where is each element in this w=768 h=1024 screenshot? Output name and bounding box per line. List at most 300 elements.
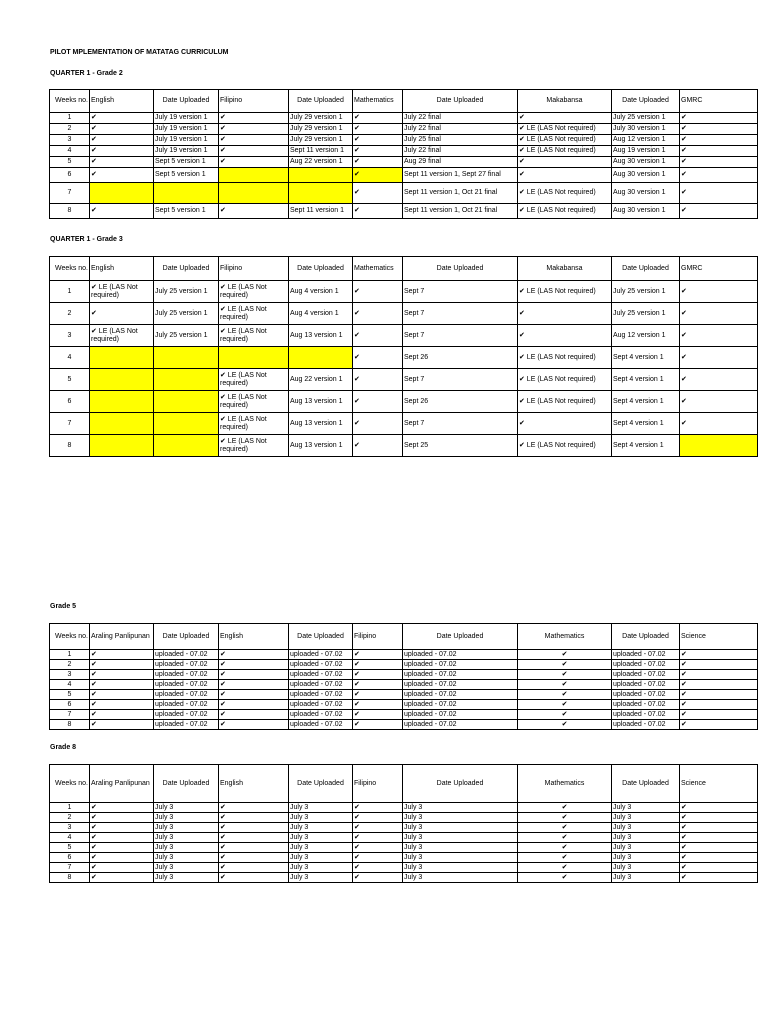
table-cell: ✔ xyxy=(518,680,612,690)
table-cell: ✔ LE (LAS Not required) xyxy=(518,124,612,135)
column-header: Mathematics xyxy=(353,257,403,281)
table-cell: July 3 xyxy=(289,863,353,873)
table-cell: Sept 11 version 1 xyxy=(289,146,353,157)
table-cell: July 19 version 1 xyxy=(154,113,219,124)
table-cell: 4 xyxy=(50,347,90,369)
table-row xyxy=(50,347,758,369)
table-cell: ✔ xyxy=(680,873,758,883)
table-cell: 8 xyxy=(50,873,90,883)
table-cell: Aug 30 version 1 xyxy=(612,183,680,204)
table-cell: ✔ xyxy=(219,813,289,823)
table-cell: uploaded - 07.02 xyxy=(154,690,219,700)
table-cell: ✔ xyxy=(353,168,403,183)
table-cell: Sept 7 xyxy=(403,281,518,303)
table-cell: ✔ xyxy=(353,813,403,823)
table-cell: ✔ xyxy=(219,873,289,883)
table-cell: ✔ xyxy=(353,303,403,325)
table-cell: ✔ xyxy=(518,690,612,700)
upload-table xyxy=(49,623,758,730)
table-row xyxy=(50,135,758,146)
table-row xyxy=(50,853,758,863)
table-cell: ✔ xyxy=(353,710,403,720)
table-cell: ✔ xyxy=(353,873,403,883)
table-cell: July 25 final xyxy=(403,135,518,146)
table-cell: ✔ xyxy=(518,803,612,813)
column-header: Date Uploaded xyxy=(289,624,353,650)
table-cell: ✔ xyxy=(680,157,758,168)
table-cell: 7 xyxy=(50,710,90,720)
table-cell: uploaded - 07.02 xyxy=(289,710,353,720)
table-cell: ✔ xyxy=(518,113,612,124)
table-cell: Aug 22 version 1 xyxy=(289,369,353,391)
table-cell: ✔ LE (LAS Not required) xyxy=(518,347,612,369)
table-cell: Sept 11 version 1, Oct 21 final xyxy=(403,204,518,219)
table-cell: ✔ xyxy=(680,281,758,303)
section-heading: QUARTER 1 - Grade 3 xyxy=(50,236,123,243)
column-header: Date Uploaded xyxy=(612,765,680,803)
table-row xyxy=(50,863,758,873)
table-cell: ✔ xyxy=(680,843,758,853)
table-row xyxy=(50,435,758,457)
table-cell: uploaded - 07.02 xyxy=(289,690,353,700)
table-cell: uploaded - 07.02 xyxy=(154,670,219,680)
upload-table xyxy=(49,256,758,457)
column-header: Makabansa xyxy=(518,90,612,113)
table-row xyxy=(50,670,758,680)
table-cell: ✔ xyxy=(219,720,289,730)
table-cell: ✔ xyxy=(680,347,758,369)
table-cell: 2 xyxy=(50,660,90,670)
table-cell: uploaded - 07.02 xyxy=(289,660,353,670)
table-cell: ✔ LE (LAS Not required) xyxy=(518,183,612,204)
table-cell: ✔ xyxy=(219,135,289,146)
table-cell: ✔ LE (LAS Not required) xyxy=(518,281,612,303)
column-header: English xyxy=(90,90,154,113)
table-cell: July 3 xyxy=(154,843,219,853)
table-cell: ✔ xyxy=(353,803,403,813)
table-cell: 4 xyxy=(50,680,90,690)
table-cell: ✔ LE (LAS Not required) xyxy=(219,391,289,413)
table-cell: 4 xyxy=(50,833,90,843)
table-cell: ✔ xyxy=(90,113,154,124)
table-cell: 8 xyxy=(50,204,90,219)
table-cell: ✔ xyxy=(219,700,289,710)
table-cell: July 3 xyxy=(612,823,680,833)
table-cell: 4 xyxy=(50,146,90,157)
table-cell: ✔ LE (LAS Not required) xyxy=(90,325,154,347)
table-cell: Sept 4 version 1 xyxy=(612,391,680,413)
table-cell: ✔ xyxy=(680,690,758,700)
table-cell: 2 xyxy=(50,124,90,135)
column-header: Date Uploaded xyxy=(289,90,353,113)
table-cell: July 3 xyxy=(403,803,518,813)
table-cell: ✔ xyxy=(90,700,154,710)
table-cell: ✔ xyxy=(219,146,289,157)
table-cell: July 19 version 1 xyxy=(154,124,219,135)
table-cell: Sept 26 xyxy=(403,391,518,413)
table-cell: Sept 7 xyxy=(403,303,518,325)
table-header-row xyxy=(50,257,758,281)
table-row xyxy=(50,204,758,219)
table-row xyxy=(50,660,758,670)
table-cell: uploaded - 07.02 xyxy=(289,650,353,660)
table-cell: ✔ xyxy=(353,670,403,680)
table-cell: uploaded - 07.02 xyxy=(403,650,518,660)
table-cell: July 3 xyxy=(289,833,353,843)
table-cell: uploaded - 07.02 xyxy=(612,690,680,700)
table-cell: Aug 22 version 1 xyxy=(289,157,353,168)
table-cell: ✔ xyxy=(353,146,403,157)
table-row xyxy=(50,325,758,347)
table-cell: Sept 26 xyxy=(403,347,518,369)
upload-table xyxy=(49,764,758,883)
table-cell: uploaded - 07.02 xyxy=(403,710,518,720)
table-cell: ✔ xyxy=(353,863,403,873)
table-cell: July 3 xyxy=(612,843,680,853)
table-cell: July 3 xyxy=(289,813,353,823)
table-cell: ✔ xyxy=(353,369,403,391)
table-cell: ✔ xyxy=(219,113,289,124)
table-row xyxy=(50,680,758,690)
section-heading: Grade 5 xyxy=(50,603,77,610)
table-cell: uploaded - 07.02 xyxy=(289,700,353,710)
table-row xyxy=(50,391,758,413)
table-cell: Sept 5 version 1 xyxy=(154,204,219,219)
table-cell: uploaded - 07.02 xyxy=(403,690,518,700)
table-cell: July 3 xyxy=(612,863,680,873)
column-header: Mathematics xyxy=(518,765,612,803)
table-cell: July 3 xyxy=(403,813,518,823)
column-header: English xyxy=(90,257,154,281)
table-cell: Sept 5 version 1 xyxy=(154,157,219,168)
table-cell: 1 xyxy=(50,113,90,124)
table-cell: ✔ LE (LAS Not required) xyxy=(518,204,612,219)
table-cell: ✔ LE (LAS Not required) xyxy=(219,281,289,303)
table-cell: Aug 29 final xyxy=(403,157,518,168)
table-cell: ✔ LE (LAS Not required) xyxy=(518,391,612,413)
table-cell: ✔ xyxy=(680,303,758,325)
table-cell xyxy=(289,168,353,183)
table-cell: ✔ xyxy=(353,413,403,435)
table-cell: ✔ xyxy=(353,843,403,853)
table-cell: July 25 version 1 xyxy=(154,325,219,347)
column-header: Date Uploaded xyxy=(154,90,219,113)
column-header: Filipino xyxy=(219,257,289,281)
table-cell: ✔ xyxy=(90,720,154,730)
column-header: Araling Panlipunan xyxy=(90,765,154,803)
table-row xyxy=(50,650,758,660)
table-cell xyxy=(154,347,219,369)
table-cell: ✔ xyxy=(90,813,154,823)
table-cell xyxy=(90,391,154,413)
column-header: Science xyxy=(680,624,758,650)
table-cell: 5 xyxy=(50,157,90,168)
table-cell: July 22 final xyxy=(403,113,518,124)
table-cell: July 3 xyxy=(154,813,219,823)
column-header: Date Uploaded xyxy=(612,90,680,113)
column-header: Makabansa xyxy=(518,257,612,281)
table-cell: ✔ xyxy=(680,680,758,690)
upload-table xyxy=(49,89,758,219)
table-cell: 5 xyxy=(50,843,90,853)
table-cell: ✔ xyxy=(518,843,612,853)
table-cell: July 3 xyxy=(612,853,680,863)
table-header-row xyxy=(50,90,758,113)
table-cell: 5 xyxy=(50,690,90,700)
table-row xyxy=(50,303,758,325)
column-header: Filipino xyxy=(353,765,403,803)
table-cell: ✔ xyxy=(680,135,758,146)
table-cell: Sept 7 xyxy=(403,413,518,435)
table-cell: ✔ LE (LAS Not required) xyxy=(90,281,154,303)
table-cell: July 3 xyxy=(403,833,518,843)
table-cell: ✔ xyxy=(219,157,289,168)
table-cell: uploaded - 07.02 xyxy=(403,720,518,730)
table-cell: ✔ xyxy=(90,660,154,670)
table-cell: ✔ xyxy=(90,833,154,843)
table-cell xyxy=(219,168,289,183)
table-cell: ✔ xyxy=(680,710,758,720)
column-header: Filipino xyxy=(353,624,403,650)
table-cell: ✔ xyxy=(518,168,612,183)
table-cell: ✔ LE (LAS Not required) xyxy=(518,435,612,457)
column-header: GMRC xyxy=(680,257,758,281)
table-cell: ✔ xyxy=(90,124,154,135)
table-cell: ✔ xyxy=(680,660,758,670)
table-cell: ✔ xyxy=(219,124,289,135)
column-header: Date Uploaded xyxy=(612,257,680,281)
column-header: Date Uploaded xyxy=(289,257,353,281)
table-cell: ✔ xyxy=(219,843,289,853)
column-header: Weeks no. xyxy=(50,624,90,650)
table-cell: ✔ xyxy=(680,124,758,135)
table-cell: July 3 xyxy=(289,843,353,853)
table-row xyxy=(50,281,758,303)
column-header: Weeks no. xyxy=(50,765,90,803)
table-cell: July 3 xyxy=(154,833,219,843)
table-cell: ✔ LE (LAS Not required) xyxy=(518,135,612,146)
table-cell: ✔ LE (LAS Not required) xyxy=(219,369,289,391)
column-header: Weeks no. xyxy=(50,90,90,113)
table-cell: ✔ xyxy=(680,369,758,391)
table-cell: July 3 xyxy=(612,833,680,843)
section-heading: QUARTER 1 - Grade 2 xyxy=(50,70,123,77)
table-cell xyxy=(90,435,154,457)
column-header: GMRC xyxy=(680,90,758,113)
table-row xyxy=(50,168,758,183)
table-row xyxy=(50,813,758,823)
table-cell: ✔ xyxy=(680,391,758,413)
table-cell: uploaded - 07.02 xyxy=(612,650,680,660)
table-cell: Aug 4 version 1 xyxy=(289,303,353,325)
table-cell: ✔ xyxy=(680,113,758,124)
table-row xyxy=(50,413,758,435)
table-cell: uploaded - 07.02 xyxy=(403,670,518,680)
table-cell: Aug 12 version 1 xyxy=(612,135,680,146)
table-cell: uploaded - 07.02 xyxy=(403,700,518,710)
table-cell: July 22 final xyxy=(403,146,518,157)
table-cell: July 3 xyxy=(612,873,680,883)
table-cell: 7 xyxy=(50,413,90,435)
table-cell: ✔ LE (LAS Not required) xyxy=(219,435,289,457)
table-cell: ✔ xyxy=(353,650,403,660)
column-header: Mathematics xyxy=(518,624,612,650)
table-cell: ✔ xyxy=(680,813,758,823)
table-cell: ✔ xyxy=(518,157,612,168)
table-row xyxy=(50,823,758,833)
table-row xyxy=(50,720,758,730)
table-cell: ✔ xyxy=(219,863,289,873)
table-cell: Aug 30 version 1 xyxy=(612,168,680,183)
table-cell: July 3 xyxy=(403,843,518,853)
table-cell: uploaded - 07.02 xyxy=(403,680,518,690)
table-cell: July 3 xyxy=(154,863,219,873)
table-row xyxy=(50,843,758,853)
table-row xyxy=(50,690,758,700)
table-cell: ✔ xyxy=(353,347,403,369)
table-row xyxy=(50,803,758,813)
table-cell: uploaded - 07.02 xyxy=(612,720,680,730)
column-header: English xyxy=(219,624,289,650)
table-cell: 6 xyxy=(50,853,90,863)
table-cell: ✔ xyxy=(353,183,403,204)
table-cell: 1 xyxy=(50,281,90,303)
table-cell: ✔ xyxy=(353,281,403,303)
table-cell: ✔ xyxy=(680,168,758,183)
table-cell: ✔ xyxy=(219,660,289,670)
table-cell: ✔ xyxy=(219,710,289,720)
table-cell: ✔ xyxy=(680,833,758,843)
table-cell: ✔ xyxy=(680,803,758,813)
table-cell: July 3 xyxy=(154,873,219,883)
table-cell: July 3 xyxy=(154,823,219,833)
table-cell: July 29 version 1 xyxy=(289,113,353,124)
column-header: Date Uploaded xyxy=(289,765,353,803)
table-cell: Sept 4 version 1 xyxy=(612,369,680,391)
column-header: Date Uploaded xyxy=(403,90,518,113)
table-cell: ✔ xyxy=(680,325,758,347)
table-cell: Aug 30 version 1 xyxy=(612,204,680,219)
table-cell: ✔ xyxy=(219,670,289,680)
table-cell: ✔ xyxy=(680,700,758,710)
table-cell: ✔ xyxy=(680,863,758,873)
table-cell xyxy=(154,435,219,457)
section-heading: Grade 8 xyxy=(50,744,77,751)
table-cell: 7 xyxy=(50,183,90,204)
table-cell: July 3 xyxy=(612,813,680,823)
table-cell: ✔ xyxy=(353,325,403,347)
table-cell: ✔ xyxy=(680,650,758,660)
table-cell: uploaded - 07.02 xyxy=(612,660,680,670)
table-cell: July 29 version 1 xyxy=(289,135,353,146)
table-cell: ✔ xyxy=(518,720,612,730)
column-header: Date Uploaded xyxy=(403,257,518,281)
column-header: Date Uploaded xyxy=(154,624,219,650)
table-cell: July 25 version 1 xyxy=(612,113,680,124)
table-cell: Sept 5 version 1 xyxy=(154,168,219,183)
table-row xyxy=(50,146,758,157)
table-cell: July 25 version 1 xyxy=(154,281,219,303)
table-cell: July 3 xyxy=(403,873,518,883)
table-cell: Sept 4 version 1 xyxy=(612,413,680,435)
table-cell: ✔ xyxy=(353,204,403,219)
column-header: Date Uploaded xyxy=(154,765,219,803)
table-cell: Aug 13 version 1 xyxy=(289,325,353,347)
table-cell: Aug 30 version 1 xyxy=(612,157,680,168)
table-cell: ✔ xyxy=(353,680,403,690)
table-cell: July 3 xyxy=(403,823,518,833)
table-cell: ✔ xyxy=(353,700,403,710)
table-cell: ✔ xyxy=(518,325,612,347)
table-cell: ✔ xyxy=(680,183,758,204)
table-cell: July 25 version 1 xyxy=(154,303,219,325)
table-cell xyxy=(289,347,353,369)
table-cell: Aug 13 version 1 xyxy=(289,413,353,435)
table-cell: ✔ xyxy=(353,823,403,833)
table-cell xyxy=(90,369,154,391)
table-cell: Sept 4 version 1 xyxy=(612,435,680,457)
table-cell: ✔ xyxy=(353,113,403,124)
table-cell: ✔ xyxy=(518,413,612,435)
table-cell: uploaded - 07.02 xyxy=(154,700,219,710)
table-row xyxy=(50,124,758,135)
table-cell: Sept 11 version 1, Oct 21 final xyxy=(403,183,518,204)
table-cell: ✔ xyxy=(90,135,154,146)
table-cell: 6 xyxy=(50,391,90,413)
table-cell xyxy=(90,413,154,435)
table-cell: uploaded - 07.02 xyxy=(289,680,353,690)
table-cell: ✔ xyxy=(353,135,403,146)
table-cell: ✔ xyxy=(518,710,612,720)
table-cell: ✔ xyxy=(518,873,612,883)
table-cell: Sept 11 version 1 xyxy=(289,204,353,219)
table-cell: July 3 xyxy=(289,803,353,813)
table-cell: uploaded - 07.02 xyxy=(289,670,353,680)
column-header: Date Uploaded xyxy=(403,624,518,650)
column-header: Araling Panlipunan xyxy=(90,624,154,650)
table-cell: uploaded - 07.02 xyxy=(154,710,219,720)
column-header: Date Uploaded xyxy=(612,624,680,650)
table-cell: July 3 xyxy=(403,863,518,873)
table-cell xyxy=(154,391,219,413)
table-cell: ✔ xyxy=(90,853,154,863)
table-cell xyxy=(219,183,289,204)
table-cell: July 3 xyxy=(289,873,353,883)
table-cell: July 3 xyxy=(289,823,353,833)
table-cell xyxy=(289,183,353,204)
table-cell: ✔ xyxy=(353,124,403,135)
table-cell: ✔ xyxy=(90,863,154,873)
table-cell: ✔ xyxy=(518,660,612,670)
table-cell: 3 xyxy=(50,135,90,146)
table-cell: Sept 25 xyxy=(403,435,518,457)
column-header: Date Uploaded xyxy=(403,765,518,803)
table-cell: Aug 19 version 1 xyxy=(612,146,680,157)
table-row xyxy=(50,833,758,843)
table-cell: ✔ xyxy=(219,204,289,219)
column-header: Filipino xyxy=(219,90,289,113)
table-cell: ✔ xyxy=(353,435,403,457)
table-cell: ✔ xyxy=(90,303,154,325)
table-cell xyxy=(90,347,154,369)
table-cell: ✔ xyxy=(680,204,758,219)
table-cell: uploaded - 07.02 xyxy=(612,670,680,680)
table-cell: ✔ xyxy=(90,157,154,168)
table-cell: ✔ LE (LAS Not required) xyxy=(518,369,612,391)
table-cell: ✔ xyxy=(518,833,612,843)
table-cell: ✔ xyxy=(680,670,758,680)
table-cell: 7 xyxy=(50,863,90,873)
